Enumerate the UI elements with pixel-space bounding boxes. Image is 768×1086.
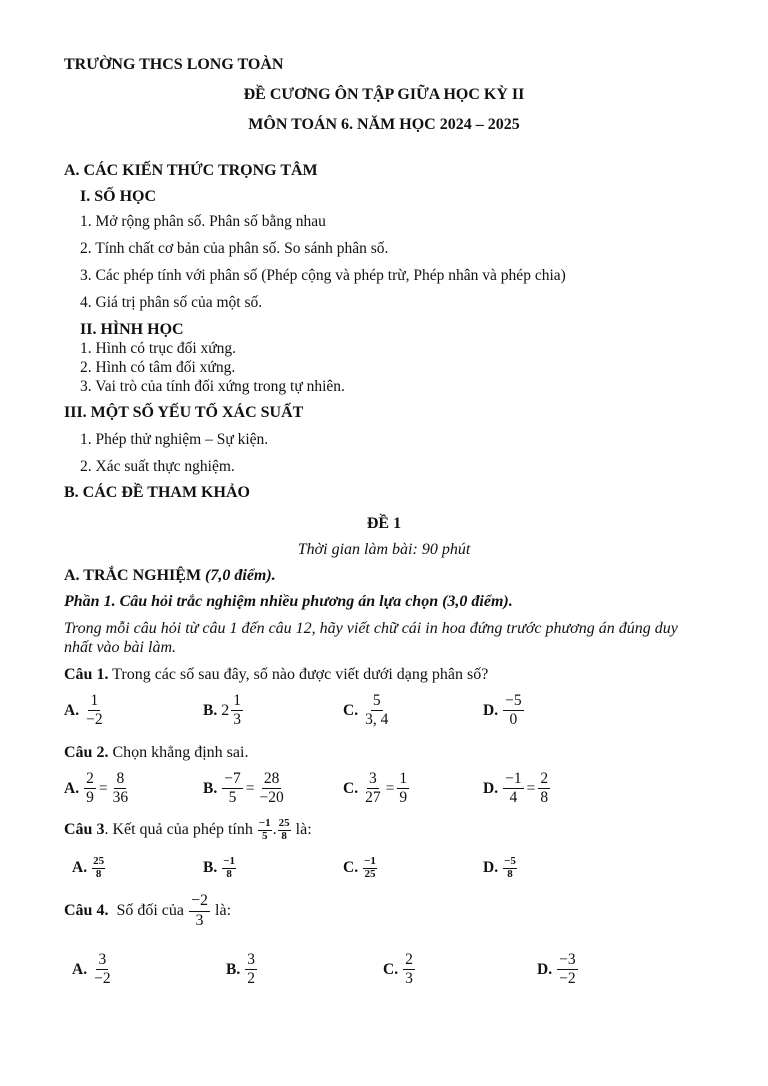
- fraction: [397, 771, 409, 807]
- numerator: 25: [93, 855, 105, 867]
- fraction: [503, 771, 524, 807]
- section-arithmetic-heading: I. SỐ HỌC: [80, 188, 157, 205]
- option-label: B.: [203, 701, 218, 719]
- equals-sign: =: [98, 779, 108, 797]
- fraction: [403, 952, 415, 988]
- fraction: [231, 693, 243, 729]
- denominator: 9: [86, 789, 94, 807]
- question-tail: là:: [291, 821, 312, 839]
- mc-points: (7,0 điểm).: [205, 567, 276, 584]
- exam-title: ĐỀ 1: [366, 515, 402, 532]
- part-1-heading: Phần 1. Câu hỏi trắc nghiệm nhiều phương án lựa chọn (3,0 điểm).: [64, 593, 513, 610]
- question-label: Câu 1.: [64, 666, 109, 683]
- fraction: [92, 856, 105, 880]
- list-item: 1. Mở rộng phân số. Phân số bằng nhau: [80, 213, 326, 230]
- option-label: C.: [343, 859, 359, 877]
- denominator: 8: [507, 867, 513, 880]
- fraction: [363, 693, 390, 729]
- multiple-choice-heading: [64, 567, 276, 585]
- numerator: 1: [231, 693, 243, 711]
- list-item: 2. Tính chất cơ bản của phân số. So sánh phân số.: [80, 240, 389, 257]
- option-label: A.: [64, 779, 80, 797]
- denominator: 0: [509, 711, 518, 729]
- q1-option-c: [343, 693, 391, 729]
- question-2: [64, 744, 248, 762]
- option-label: D.: [537, 960, 553, 978]
- denominator: 8: [540, 789, 549, 807]
- denominator: 3, 4: [365, 711, 389, 729]
- part-b-heading: B. CÁC ĐỀ THAM KHẢO: [64, 484, 250, 501]
- fraction: [258, 818, 272, 842]
- fraction: [222, 771, 243, 807]
- fraction: [503, 693, 524, 729]
- part-a-heading: A. CÁC KIẾN THỨC TRỌNG TÂM: [64, 162, 318, 179]
- option-label: A.: [64, 701, 80, 719]
- q4-option-d: [537, 952, 579, 988]
- denominator: −2: [94, 970, 111, 988]
- numerator: 5: [371, 693, 383, 711]
- denominator: 25: [364, 867, 376, 880]
- option-label: C.: [343, 779, 359, 797]
- numerator: 3: [96, 952, 108, 970]
- q2-option-c: [343, 771, 410, 807]
- fraction: [363, 771, 383, 807]
- fraction: [111, 771, 131, 807]
- fraction: [257, 771, 285, 807]
- equals-sign: =: [385, 779, 395, 797]
- numerator: 3: [367, 771, 379, 789]
- numerator: −3: [557, 952, 578, 970]
- numerator: −1: [223, 855, 235, 867]
- q2-option-a: [64, 771, 131, 807]
- denominator: 3: [195, 911, 204, 929]
- numerator: 2: [84, 771, 96, 789]
- question-label: Câu 4.: [64, 902, 109, 920]
- numerator: −5: [503, 693, 524, 711]
- section-probability-heading: III. MỘT SỐ YẾU TỐ XÁC SUẤT: [64, 404, 304, 421]
- numerator: −7: [222, 771, 243, 789]
- numerator: −2: [189, 893, 210, 912]
- numerator: −1: [503, 771, 524, 789]
- q4-option-b: [226, 952, 258, 988]
- numerator: 2: [403, 952, 415, 970]
- numerator: 1: [88, 693, 100, 711]
- numerator: −1: [364, 855, 376, 867]
- denominator: 36: [112, 789, 129, 807]
- list-item: 3. Vai trò của tính đối xứng trong tự nhiên.: [80, 378, 345, 395]
- equals-sign: =: [526, 779, 536, 797]
- fraction: [84, 693, 105, 729]
- q4-option-a: [72, 952, 114, 988]
- fraction: [222, 856, 236, 880]
- option-label: B.: [226, 960, 241, 978]
- document-title: ĐỀ CƯƠNG ÔN TẬP GIỮA HỌC KỲ II: [243, 86, 525, 103]
- denominator: 3: [405, 970, 413, 988]
- q3-option-c: [343, 856, 378, 880]
- option-label: C.: [383, 960, 399, 978]
- q1-option-d: [483, 693, 525, 729]
- fraction: [503, 856, 517, 880]
- numerator: 25: [278, 817, 290, 829]
- denominator: 8: [95, 867, 102, 880]
- denominator: 27: [365, 789, 381, 807]
- denominator: 4: [509, 789, 518, 807]
- denominator: 8: [281, 829, 287, 842]
- denominator: 9: [399, 789, 408, 807]
- denominator: −20: [259, 789, 284, 807]
- fraction: [84, 771, 96, 807]
- exam-time: Thời gian làm bài: 90 phút: [297, 541, 471, 558]
- list-item: 4. Giá trị phân số của một số.: [80, 294, 263, 311]
- option-label: A.: [72, 859, 88, 877]
- q3-option-d: [483, 856, 518, 880]
- option-label: B.: [203, 859, 218, 877]
- numerator: 2: [538, 771, 550, 789]
- list-item: 3. Các phép tính với phân số (Phép cộng và phép trừ, Phép nhân và phép chia): [80, 267, 566, 284]
- denominator: 5: [228, 789, 237, 807]
- option-label: B.: [203, 779, 218, 797]
- question-1: [64, 666, 488, 684]
- denominator: 3: [233, 711, 241, 729]
- mc-title: A. TRẮC NGHIỆM: [64, 567, 202, 584]
- fraction: [557, 952, 578, 988]
- fraction: [245, 952, 257, 988]
- question-text: . Kết quả của phép tính: [104, 821, 257, 839]
- option-label: D.: [483, 701, 499, 719]
- list-item: 2. Xác suất thực nghiệm.: [80, 458, 235, 475]
- question-text: Chọn khẳng định sai.: [108, 744, 249, 761]
- q1-option-a: [64, 693, 106, 729]
- question-tail: là:: [211, 902, 232, 920]
- whole-part: 2: [221, 701, 230, 719]
- fraction: [278, 818, 291, 842]
- multiply-dot: .: [272, 821, 277, 839]
- document-subtitle: MÔN TOÁN 6. NĂM HỌC 2024 – 2025: [248, 116, 520, 133]
- q3-option-b: [203, 856, 237, 880]
- list-item: 1. Hình có trục đối xứng.: [80, 340, 237, 357]
- q2-option-d: [483, 771, 551, 807]
- denominator: −2: [86, 711, 103, 729]
- list-item: 1. Phép thử nghiệm – Sự kiện.: [80, 431, 269, 448]
- fraction: [189, 893, 210, 930]
- q2-option-b: [203, 771, 287, 807]
- option-label: D.: [483, 779, 499, 797]
- question-3: [64, 818, 312, 842]
- denominator: 2: [247, 970, 255, 988]
- denominator: 5: [262, 829, 268, 842]
- instructions-line-1: Trong mỗi câu hỏi từ câu 1 đến câu 12, hãy viết chữ cái in hoa đứng trước phương án đúng duy: [64, 620, 678, 637]
- numerator: 28: [262, 771, 282, 789]
- option-label: D.: [483, 859, 499, 877]
- q4-option-c: [383, 952, 416, 988]
- numerator: 8: [114, 771, 126, 789]
- question-text: Trong các số sau đây, số nào được viết dưới dạng phân số?: [108, 666, 489, 683]
- list-item: 2. Hình có tâm đối xứng.: [80, 359, 236, 376]
- fraction: [92, 952, 113, 988]
- numerator: −1: [258, 817, 271, 829]
- question-text: Số đối của: [108, 902, 188, 920]
- question-label: Câu 3: [64, 821, 105, 839]
- instructions-line-2: nhất vào bài làm.: [64, 639, 176, 656]
- denominator: −2: [559, 970, 576, 988]
- question-4: [64, 893, 231, 930]
- question-label: Câu 2.: [64, 744, 109, 761]
- school-name: TRƯỜNG THCS LONG TOÀN: [64, 56, 284, 73]
- equals-sign: =: [245, 779, 255, 797]
- option-label: A.: [72, 960, 88, 978]
- section-geometry-heading: II. HÌNH HỌC: [80, 321, 184, 338]
- option-label: C.: [343, 701, 359, 719]
- denominator: 8: [226, 867, 232, 880]
- q3-option-a: [72, 856, 106, 880]
- numerator: 1: [397, 771, 409, 789]
- fraction: [538, 771, 550, 807]
- fraction: [363, 856, 377, 880]
- numerator: 3: [245, 952, 257, 970]
- q1-option-b: [203, 693, 244, 729]
- numerator: −5: [504, 855, 516, 867]
